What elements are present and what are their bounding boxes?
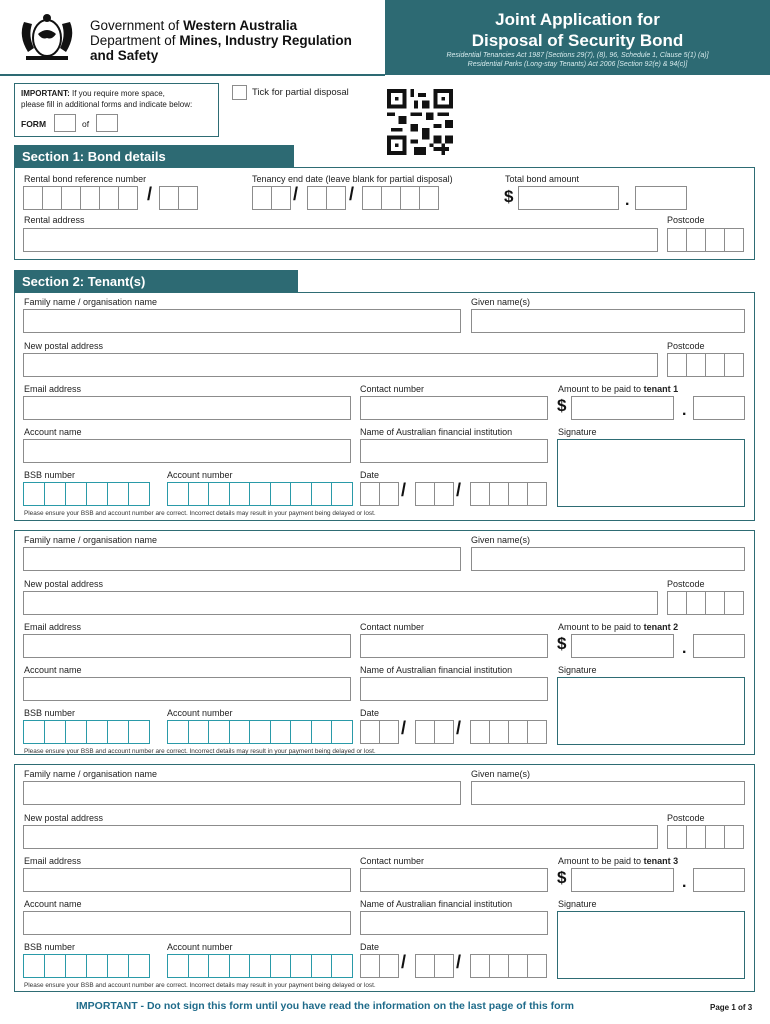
section1-heading: Section 1: Bond details — [14, 145, 294, 167]
date-slash2: / — [456, 718, 462, 738]
bsb-cell[interactable] — [65, 954, 87, 978]
email-label: Email address — [24, 384, 82, 394]
date-year-cell[interactable] — [527, 482, 547, 506]
ref-slash: / — [147, 184, 153, 204]
bond-ref-label: Rental bond reference number — [24, 174, 147, 184]
account-number-cell[interactable] — [290, 954, 312, 978]
account-number-cell[interactable] — [188, 720, 210, 744]
end-date-slash1: / — [293, 184, 299, 204]
postcode-label: Postcode — [667, 813, 705, 823]
decimal-point: . — [682, 402, 687, 419]
date-month-cell[interactable] — [434, 482, 454, 506]
dollar-icon: $ — [504, 187, 514, 206]
tenant-postcode-cell[interactable] — [686, 591, 706, 615]
bond-ref-suffix-cell[interactable] — [178, 186, 198, 210]
tenant-postcode-cell[interactable] — [667, 591, 687, 615]
bsb-cell[interactable] — [86, 954, 108, 978]
account-number-cell[interactable] — [167, 482, 189, 506]
tenant-postcode-cell[interactable] — [686, 825, 706, 849]
account-number-label: Account number — [167, 942, 233, 952]
postal-address-label: New postal address — [24, 341, 104, 351]
dept-bold: Mines, Industry Regulation — [179, 33, 352, 48]
rental-address-input[interactable] — [23, 228, 658, 252]
signature-label: Signature — [558, 427, 597, 437]
account-number-cell[interactable] — [208, 954, 230, 978]
end-date-year-cell[interactable] — [419, 186, 439, 210]
bsb-cell[interactable] — [107, 954, 129, 978]
email-label: Email address — [24, 856, 82, 866]
dept-bold2: and Safety — [90, 48, 159, 63]
bond-ref-cell[interactable] — [61, 186, 81, 210]
act-line1: Residential Tenancies Act 1987 [Sections 29(7), (8), 96, Schedule 1, Clause 5(1) (a)] — [446, 52, 709, 59]
form-total-input[interactable] — [96, 114, 118, 132]
contact-label: Contact number — [360, 384, 425, 394]
email-input[interactable] — [23, 396, 351, 420]
family-name-input[interactable] — [23, 547, 461, 571]
date-slash1: / — [401, 952, 407, 972]
total-bond-cents-input[interactable] — [635, 186, 687, 210]
tenant-postcode-cell[interactable] — [667, 353, 687, 377]
institution-label: Name of Australian financial institution — [360, 427, 513, 437]
date-month-cell[interactable] — [415, 720, 435, 744]
date-day-cell[interactable] — [379, 720, 399, 744]
contact-label: Contact number — [360, 622, 425, 632]
total-bond-label: Total bond amount — [505, 174, 580, 184]
date-slash1: / — [401, 718, 407, 738]
bsb-cell[interactable] — [44, 720, 66, 744]
tenant-postcode-cell[interactable] — [686, 353, 706, 377]
contact-label: Contact number — [360, 856, 425, 866]
amount-cents-input[interactable] — [693, 634, 745, 658]
bsb-label: BSB number — [24, 942, 76, 952]
account-number-label: Account number — [167, 470, 233, 480]
postcode-cell[interactable] — [686, 228, 706, 252]
signature-label: Signature — [558, 665, 597, 675]
amount-prefix: Amount to be paid to — [558, 384, 642, 394]
date-month-cell[interactable] — [415, 482, 435, 506]
important-text1: If you require more space, — [71, 89, 165, 98]
rental-postcode-label: Postcode — [667, 215, 705, 225]
date-year-cell[interactable] — [489, 954, 509, 978]
title-line2: Disposal of Security Bond — [471, 31, 684, 50]
contact-input[interactable] — [360, 396, 548, 420]
date-day-cell[interactable] — [360, 720, 380, 744]
date-year-cell[interactable] — [470, 482, 490, 506]
date-day-cell[interactable] — [360, 482, 380, 506]
given-name-label: Given name(s) — [471, 535, 531, 545]
postal-address-label: New postal address — [24, 813, 104, 823]
bsb-cell[interactable] — [65, 720, 87, 744]
institution-label: Name of Australian financial institution — [360, 899, 513, 909]
account-number-cell[interactable] — [331, 954, 353, 978]
date-year-cell[interactable] — [508, 482, 528, 506]
date-slash2: / — [456, 480, 462, 500]
tenant-postcode-cell[interactable] — [724, 591, 744, 615]
amount-label — [558, 384, 678, 394]
family-name-label: Family name / organisation name — [24, 297, 158, 307]
bsb-label: BSB number — [24, 470, 76, 480]
family-name-label: Family name / organisation name — [24, 769, 158, 779]
important-text2: please fill in additional forms and indicate below: — [21, 100, 193, 109]
account-name-label: Account name — [24, 899, 82, 909]
header-rule — [0, 74, 385, 76]
account-number-cell[interactable] — [249, 482, 271, 506]
email-input[interactable] — [23, 868, 351, 892]
title-line1: Joint Application for — [495, 10, 660, 29]
signature-box[interactable] — [557, 677, 745, 745]
account-number-label: Account number — [167, 708, 233, 718]
bond-ref-cell[interactable] — [42, 186, 62, 210]
postcode-cell[interactable] — [667, 228, 687, 252]
given-name-label: Given name(s) — [471, 769, 531, 779]
decimal-point: . — [682, 874, 687, 891]
bsb-warning-note: Please ensure your BSB and account number are correct. Incorrect details may result in your payment being delayed or lost. — [24, 982, 376, 989]
account-name-label: Account name — [24, 665, 82, 675]
bond-ref-cell[interactable] — [99, 186, 119, 210]
account-name-input[interactable] — [23, 439, 351, 463]
account-number-cell[interactable] — [188, 482, 210, 506]
important-bold: IMPORTANT: — [21, 89, 70, 98]
given-name-input[interactable] — [471, 547, 745, 571]
end-date-slash2: / — [349, 184, 355, 204]
gov-prefix: Government of — [90, 18, 180, 33]
rental-address-label: Rental address — [24, 215, 85, 225]
contact-input[interactable] — [360, 634, 548, 658]
account-number-cell[interactable] — [167, 954, 189, 978]
dollar-icon: $ — [557, 868, 567, 887]
date-year-cell[interactable] — [527, 720, 547, 744]
bsb-cell[interactable] — [128, 482, 150, 506]
account-number-cell[interactable] — [331, 482, 353, 506]
header — [0, 0, 770, 76]
date-year-cell[interactable] — [470, 720, 490, 744]
postal-address-label: New postal address — [24, 579, 104, 589]
amount-tenant: tenant 3 — [643, 856, 679, 866]
decimal-point: . — [682, 640, 687, 657]
bond-ref-suffix-cell[interactable] — [159, 186, 179, 210]
postcode-label: Postcode — [667, 579, 705, 589]
date-day-cell[interactable] — [360, 954, 380, 978]
postal-address-input[interactable] — [23, 591, 658, 615]
account-number-cell[interactable] — [167, 720, 189, 744]
signature-box[interactable] — [557, 439, 745, 507]
dollar-icon: $ — [557, 634, 567, 653]
account-name-input[interactable] — [23, 677, 351, 701]
contact-input[interactable] — [360, 868, 548, 892]
tenant-postcode-cell[interactable] — [667, 825, 687, 849]
amount-dollars-input[interactable] — [571, 396, 674, 420]
amount-prefix: Amount to be paid to — [558, 856, 642, 866]
dept-prefix: Department of — [90, 33, 176, 48]
amount-dollars-input[interactable] — [571, 634, 674, 658]
postcode-cell[interactable] — [724, 228, 744, 252]
account-number-cell[interactable] — [208, 482, 230, 506]
account-number-cell[interactable] — [270, 482, 292, 506]
end-date-year-cell[interactable] — [381, 186, 401, 210]
account-number-cell[interactable] — [290, 482, 312, 506]
bsb-cell[interactable] — [44, 954, 66, 978]
tenant-postcode-cell[interactable] — [724, 353, 744, 377]
institution-input[interactable] — [360, 677, 548, 701]
account-number-cell[interactable] — [249, 954, 271, 978]
end-date-month-cell[interactable] — [326, 186, 346, 210]
bsb-cell[interactable] — [23, 482, 45, 506]
total-bond-dollars-input[interactable] — [518, 186, 619, 210]
date-label: Date — [360, 470, 380, 480]
bsb-cell[interactable] — [65, 482, 87, 506]
date-month-cell[interactable] — [415, 954, 435, 978]
family-name-label: Family name / organisation name — [24, 535, 158, 545]
date-label: Date — [360, 708, 380, 718]
bsb-label: BSB number — [24, 708, 76, 718]
given-name-input[interactable] — [471, 781, 745, 805]
bsb-cell[interactable] — [44, 482, 66, 506]
tenant-postcode-cell[interactable] — [724, 825, 744, 849]
qr-code — [386, 89, 454, 155]
postal-address-input[interactable] — [23, 825, 658, 849]
bsb-cell[interactable] — [86, 482, 108, 506]
account-number-cell[interactable] — [270, 954, 292, 978]
amount-label — [558, 856, 678, 866]
bsb-warning-note: Please ensure your BSB and account number are correct. Incorrect details may result in your payment being delayed or lost. — [24, 748, 376, 755]
partial-disposal-checkbox[interactable] — [232, 85, 247, 100]
date-slash1: / — [401, 480, 407, 500]
bond-ref-cell[interactable] — [80, 186, 100, 210]
tenant-postcode-cell[interactable] — [705, 825, 725, 849]
family-name-input[interactable] — [23, 781, 461, 805]
date-slash2: / — [456, 952, 462, 972]
date-year-cell[interactable] — [508, 720, 528, 744]
amount-label — [558, 622, 678, 632]
account-number-cell[interactable] — [249, 720, 271, 744]
partial-disposal-label: Tick for partial disposal — [252, 87, 349, 98]
account-number-cell[interactable] — [229, 720, 251, 744]
important-box — [14, 83, 219, 137]
date-month-cell[interactable] — [434, 720, 454, 744]
given-name-input[interactable] — [471, 309, 745, 333]
account-number-cell[interactable] — [229, 482, 251, 506]
institution-label: Name of Australian financial institution — [360, 665, 513, 675]
end-date-year-cell[interactable] — [362, 186, 382, 210]
end-date-label: Tenancy end date (leave blank for partial disposal) — [252, 174, 453, 184]
of-label: of — [82, 119, 90, 129]
account-number-cell[interactable] — [188, 954, 210, 978]
end-date-day-cell[interactable] — [252, 186, 272, 210]
email-label: Email address — [24, 622, 82, 632]
section2-heading: Section 2: Tenant(s) — [14, 270, 298, 292]
postcode-label: Postcode — [667, 341, 705, 351]
decimal-point: . — [625, 192, 630, 209]
end-date-year-cell[interactable] — [400, 186, 420, 210]
bsb-cell[interactable] — [128, 720, 150, 744]
amount-cents-input[interactable] — [693, 868, 745, 892]
account-number-cell[interactable] — [331, 720, 353, 744]
date-year-cell[interactable] — [527, 954, 547, 978]
title-band — [385, 0, 770, 75]
coat-of-arms-logo — [16, 12, 78, 64]
bsb-cell[interactable] — [23, 954, 45, 978]
date-year-cell[interactable] — [508, 954, 528, 978]
bsb-cell[interactable] — [128, 954, 150, 978]
signature-label: Signature — [558, 899, 597, 909]
amount-cents-input[interactable] — [693, 396, 745, 420]
date-day-cell[interactable] — [379, 482, 399, 506]
department-name — [90, 18, 352, 63]
bsb-cell[interactable] — [107, 482, 129, 506]
bsb-cell[interactable] — [23, 720, 45, 744]
bond-ref-cell[interactable] — [23, 186, 43, 210]
form-number-input[interactable] — [54, 114, 76, 132]
amount-prefix: Amount to be paid to — [558, 622, 642, 632]
bsb-warning-note: Please ensure your BSB and account number are correct. Incorrect details may result in your payment being delayed or lost. — [24, 510, 376, 517]
act-line2: Residential Parks (Long-stay Tenants) Act 2006 [Section 92(e) & 94(c)] — [467, 61, 688, 68]
form-label: FORM — [21, 119, 47, 129]
account-number-cell[interactable] — [290, 720, 312, 744]
bsb-cell[interactable] — [107, 720, 129, 744]
date-day-cell[interactable] — [379, 954, 399, 978]
given-name-label: Given name(s) — [471, 297, 531, 307]
account-number-cell[interactable] — [311, 482, 333, 506]
date-year-cell[interactable] — [489, 482, 509, 506]
postcode-cell[interactable] — [705, 228, 725, 252]
dollar-icon: $ — [557, 396, 567, 415]
date-year-cell[interactable] — [470, 954, 490, 978]
account-number-cell[interactable] — [270, 720, 292, 744]
tenant-postcode-cell[interactable] — [705, 591, 725, 615]
account-number-cell[interactable] — [229, 954, 251, 978]
email-input[interactable] — [23, 634, 351, 658]
end-date-day-cell[interactable] — [271, 186, 291, 210]
postal-address-input[interactable] — [23, 353, 658, 377]
footer-important: IMPORTANT - Do not sign this form until you have read the information on the last page of this form — [76, 1000, 574, 1012]
account-number-cell[interactable] — [311, 720, 333, 744]
account-number-cell[interactable] — [311, 954, 333, 978]
date-year-cell[interactable] — [489, 720, 509, 744]
institution-input[interactable] — [360, 439, 548, 463]
bsb-cell[interactable] — [86, 720, 108, 744]
institution-input[interactable] — [360, 911, 548, 935]
amount-tenant: tenant 1 — [643, 384, 679, 394]
page-number: Page 1 of 3 — [710, 1003, 753, 1012]
gov-bold: Western Australia — [183, 18, 298, 33]
bond-ref-cell[interactable] — [118, 186, 138, 210]
account-number-cell[interactable] — [208, 720, 230, 744]
amount-dollars-input[interactable] — [571, 868, 674, 892]
tenant-postcode-cell[interactable] — [705, 353, 725, 377]
date-month-cell[interactable] — [434, 954, 454, 978]
end-date-month-cell[interactable] — [307, 186, 327, 210]
signature-box[interactable] — [557, 911, 745, 979]
amount-tenant: tenant 2 — [643, 622, 679, 632]
date-label: Date — [360, 942, 380, 952]
family-name-input[interactable] — [23, 309, 461, 333]
account-name-input[interactable] — [23, 911, 351, 935]
account-name-label: Account name — [24, 427, 82, 437]
